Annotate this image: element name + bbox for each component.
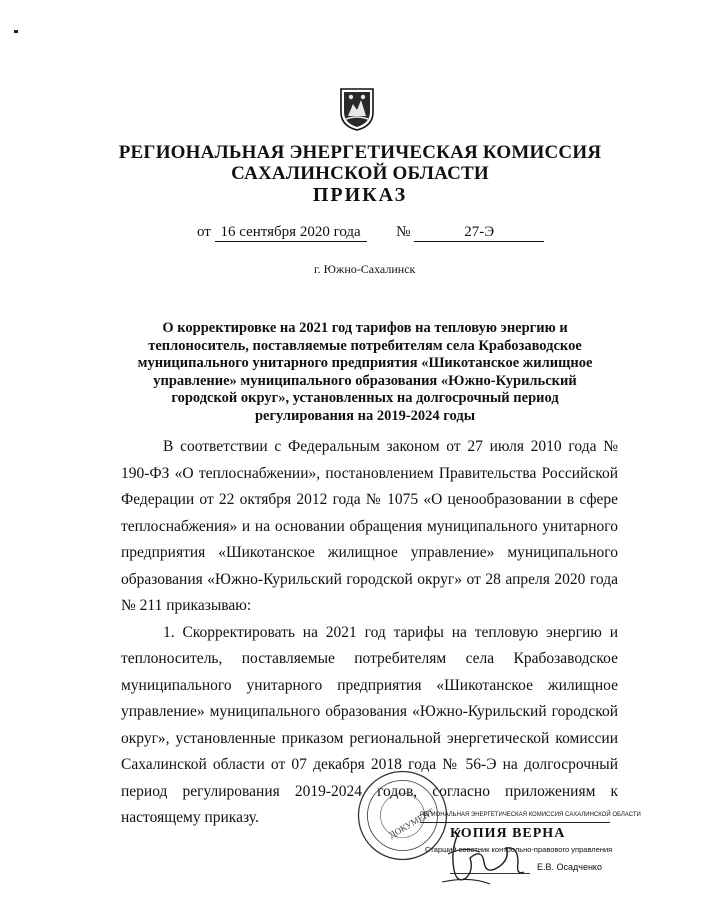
handwritten-signature (420, 818, 540, 893)
signer-position: Старший советник контрольно-правового управления (425, 845, 613, 854)
body-paragraph-item-1: 1. Скорректировать на 2021 год тарифы на тепловую энергию и теплоноситель, поставляемые потребителям села Крабозаводское муниципального унитарного предприятия «Шикотанское жилищное управление» муниципального образования «Южно-Курильский городской округ», установленные приказом региональной энергетической комиссии Сахалинской области от 07 декабря 2018 года № 56-Э на долгосрочный период регулирования 2019-2024 годов, согласно приложениям к настоящему приказу. (121, 623, 618, 826)
city-name: г. Южно-Сахалинск (314, 262, 416, 276)
document-date: 16 сентября 2020 года (215, 224, 367, 242)
scan-mark (14, 30, 18, 33)
signer-name: Е.В. Осадченко (537, 862, 602, 872)
date-label: от (197, 224, 211, 240)
document-type-title: ПРИКАЗ (312, 184, 408, 206)
svg-text:ДОКУМЕНТ: ДОКУМЕНТ (387, 806, 436, 841)
organization-name-line1: РЕГИОНАЛЬНАЯ ЭНЕРГЕТИЧЕСКАЯ КОМИССИЯ (118, 142, 602, 163)
number-label: № (396, 224, 411, 240)
coat-of-arms-icon (337, 86, 377, 132)
certification-header: РЕГИОНАЛЬНАЯ ЭНЕРГЕТИЧЕСКАЯ КОМИССИЯ САХАЛИНСКОЙ ОБЛАСТИ (420, 812, 641, 818)
body-paragraph-preamble: В соответствии с Федеральным законом от 27 июля 2010 года № 190-ФЗ «О теплоснабжении», постановлением Правительства Российской Федерации от 22 октября 2012 года № 1075 «О ценообразовании в сфере теплоснабжения» и на основании обращения муниципального унитарного предприятия «Шикотанское жилищное управление» муниципального образования «Южно-Курильский городской округ» от 28 апреля 2020 года № 211 приказываю: (121, 438, 618, 614)
copy-verified-label: КОПИЯ ВЕРНА (450, 826, 566, 841)
date-number-line (197, 224, 544, 242)
document-subject: О корректировке на 2021 год тарифов на тепловую энергию и теплоноситель, поставляемые потребителям села Крабозаводское муниципального унитарного предприятия «Шикотанское жилищное управление» муниципального образования «Южно-Курильский городской округ», установленных на долгосрочный период регулирования на 2019-2024 годы (137, 320, 593, 424)
organization-name-line2: САХАЛИНСКОЙ ОБЛАСТИ (231, 163, 489, 184)
document-number: 27-Э (414, 224, 544, 242)
